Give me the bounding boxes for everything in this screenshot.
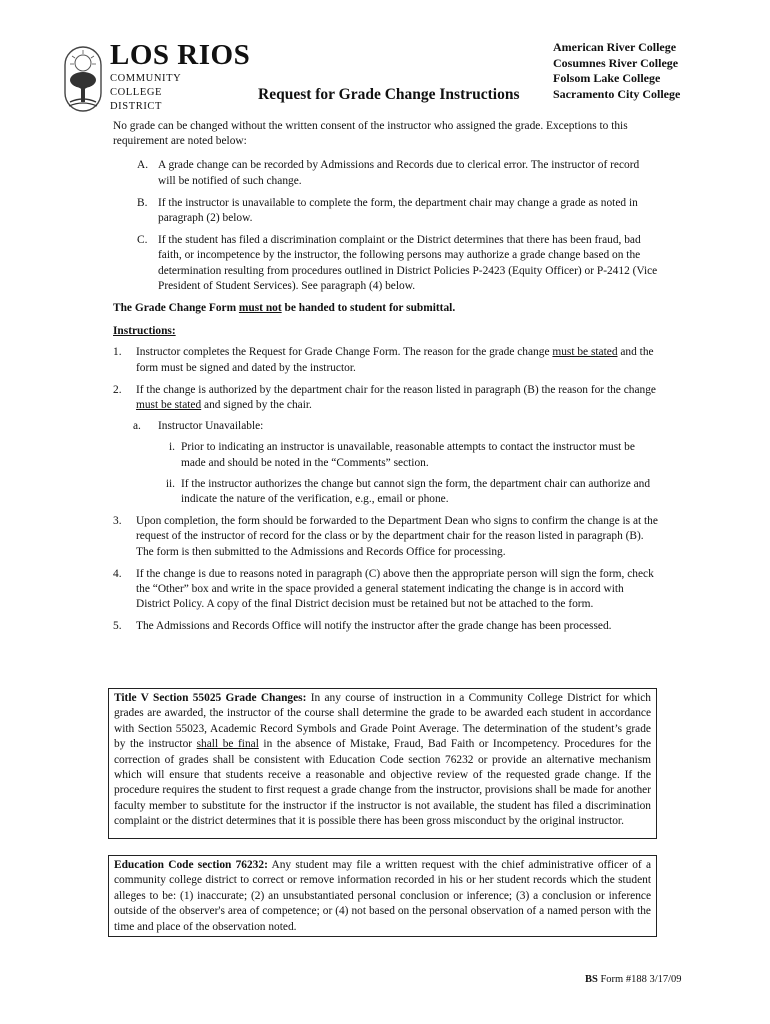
- box-text: in the absence of Mistake, Fraud, Bad Faith or Incompetency. Procedures for the correction of grades shall be consistent with Education Code section 76232 or provide an alternative mechanism which will ensure that students receive a reasonable and objective review of the requested grade change. If the procedure requires the student to first request a grade change from the instructor, provisions shall be made for another faculty member to substitute for the instructor if the instructor is not available, the student has filed a discrimination complaint or the district determines that it is possible there has been gross misconduct by the original instructor.: [114, 738, 651, 828]
- step-text: and signed by the chair.: [201, 399, 312, 412]
- step-text: If the change is due to reasons noted in paragraph (C) above then the appropriate person will sign the form, check the “Other” box and write in the space provided a general statement indicating the change is in accord with District Policy. A copy of the final District decision must be retained but not be attached to the form.: [136, 567, 654, 611]
- list-marker: A.: [137, 159, 149, 172]
- main-content: [113, 119, 658, 642]
- step-number: 5.: [113, 620, 122, 633]
- list-marker: C.: [137, 234, 148, 247]
- sub-text: If the instructor authorizes the change but cannot sign the form, the department chair can authorize and indicate the nature of the verification, e.g., email or phone.: [181, 477, 651, 506]
- sub-marker: a.: [133, 420, 141, 433]
- step-text: Instructor completes the Request for Grade Change Form. The reason for the grade change: [136, 346, 553, 359]
- step-number: 1.: [113, 346, 122, 359]
- step-5: [113, 619, 658, 634]
- instructions-heading: Instructions:: [113, 325, 176, 338]
- logo-title: LOS RIOS: [110, 39, 251, 71]
- exception-item-c: [113, 233, 658, 294]
- college-name: Sacramento City College: [553, 86, 681, 101]
- box-label: Education Code section 76232:: [114, 859, 268, 871]
- step-1: [113, 345, 658, 375]
- step-number: 2.: [113, 383, 122, 396]
- footer-text: Form #188 3/17/09: [597, 974, 682, 985]
- title-v-box: [108, 688, 657, 839]
- logo-sub-line: DISTRICT: [110, 101, 163, 112]
- document-title: Request for Grade Change Instructions: [258, 86, 520, 103]
- intro-paragraph: No grade can be changed without the written consent of the instructor who assigned the grade. Exceptions to this requirement are noted below:: [113, 120, 628, 148]
- step-text: Upon completion, the form should be forwarded to the Department Dean who signs to confirm the change is at the request of the instructor of record for the class or by the department chair for the reason listed in paragraph (B). The form is then submitted to the Admissions and Records Office for processing.: [136, 515, 658, 558]
- step-text: If the change is authorized by the department chair for the reason listed in paragraph (B) the reason for the change: [136, 383, 656, 396]
- box-label: Title V Section 55025 Grade Changes:: [114, 692, 307, 704]
- exception-text: If the instructor is unavailable to complete the form, the department chair may change a grade as noted in paragraph (2) below.: [158, 196, 638, 225]
- step-2a-i: [113, 440, 658, 470]
- box-text: Any student may file a written request with the chief administrative officer of a community college district to correct or remove information recorded in his or her student records which the student alleges to be: (1) inaccurate; (2) an unsubstantiated personal conclusion or inference; (3) a conclusion or inference outside of the observer's area of competence; or (4) not based on the personal observation of a named person with the time and place of the observation noted.: [114, 859, 652, 933]
- tree-emblem-icon: [64, 46, 102, 112]
- step-emphasis: must be stated: [136, 399, 202, 412]
- box-emphasis: shall be final: [196, 738, 259, 751]
- warning-line: [113, 301, 658, 316]
- step-text: The Admissions and Records Office will notify the instructor after the grade change has been processed.: [136, 620, 612, 633]
- list-marker: B.: [137, 196, 148, 209]
- footer-initials: BS: [585, 974, 598, 985]
- college-list: [553, 40, 680, 102]
- step-2a-ii: [113, 477, 658, 507]
- exception-text: If the student has filed a discrimination complaint or the District determines that there has been fraud, bad faith, or incompetence by the instructor, the following persons may authorize a grade change based on the determination resulting from procedures outlined in District Policies P-2423 (Equity Officer) or P-2412 (Vice President of Student Services). See paragraph (4) below.: [158, 234, 658, 292]
- warning-text: be handed to student for submittal.: [281, 302, 456, 315]
- college-name: Cosumnes River College: [553, 55, 679, 70]
- college-name: American River College: [553, 40, 677, 54]
- step-number: 3.: [113, 515, 122, 528]
- logo-subtitle: [110, 72, 181, 114]
- logo-sub-line: COLLEGE: [110, 87, 163, 98]
- warning-text: The Grade Change Form: [113, 302, 239, 315]
- exception-text: A grade change can be recorded by Admissions and Records due to clerical error. The instructor of record will be notified of such change.: [158, 159, 640, 187]
- box-text: In any course of instruction in a Community College District for which grades are awarded, the instructor of the course shall determine the grade to be awarded each student in accordance with Section 55023, Academic Record Symbols and Grade Point Average. The determination of the student’s grade by the instructor: [114, 692, 652, 751]
- form-footer: [585, 974, 682, 985]
- exception-item-a: [113, 158, 658, 188]
- sub-text: Prior to indicating an instructor is unavailable, reasonable attempts to contact the instructor must be made and should be noted in the “Comments” section.: [181, 441, 635, 469]
- step-3: [113, 514, 658, 560]
- sub-marker: ii.: [165, 477, 175, 490]
- logo-sub-line: COMMUNITY: [110, 73, 182, 84]
- warning-emphasis: must not: [238, 302, 282, 315]
- step-2: [113, 383, 658, 507]
- education-code-box: [108, 855, 657, 937]
- college-name: Folsom Lake College: [553, 71, 661, 85]
- step-text: and the form must be signed and dated by the instructor.: [136, 346, 654, 374]
- exception-item-b: [113, 196, 658, 226]
- step-2a: [113, 419, 658, 434]
- step-4: [113, 567, 658, 613]
- step-number: 4.: [113, 567, 122, 580]
- step-emphasis: must be stated: [552, 346, 618, 359]
- sub-text: Instructor Unavailable:: [158, 420, 264, 433]
- sub-marker: i.: [168, 441, 175, 454]
